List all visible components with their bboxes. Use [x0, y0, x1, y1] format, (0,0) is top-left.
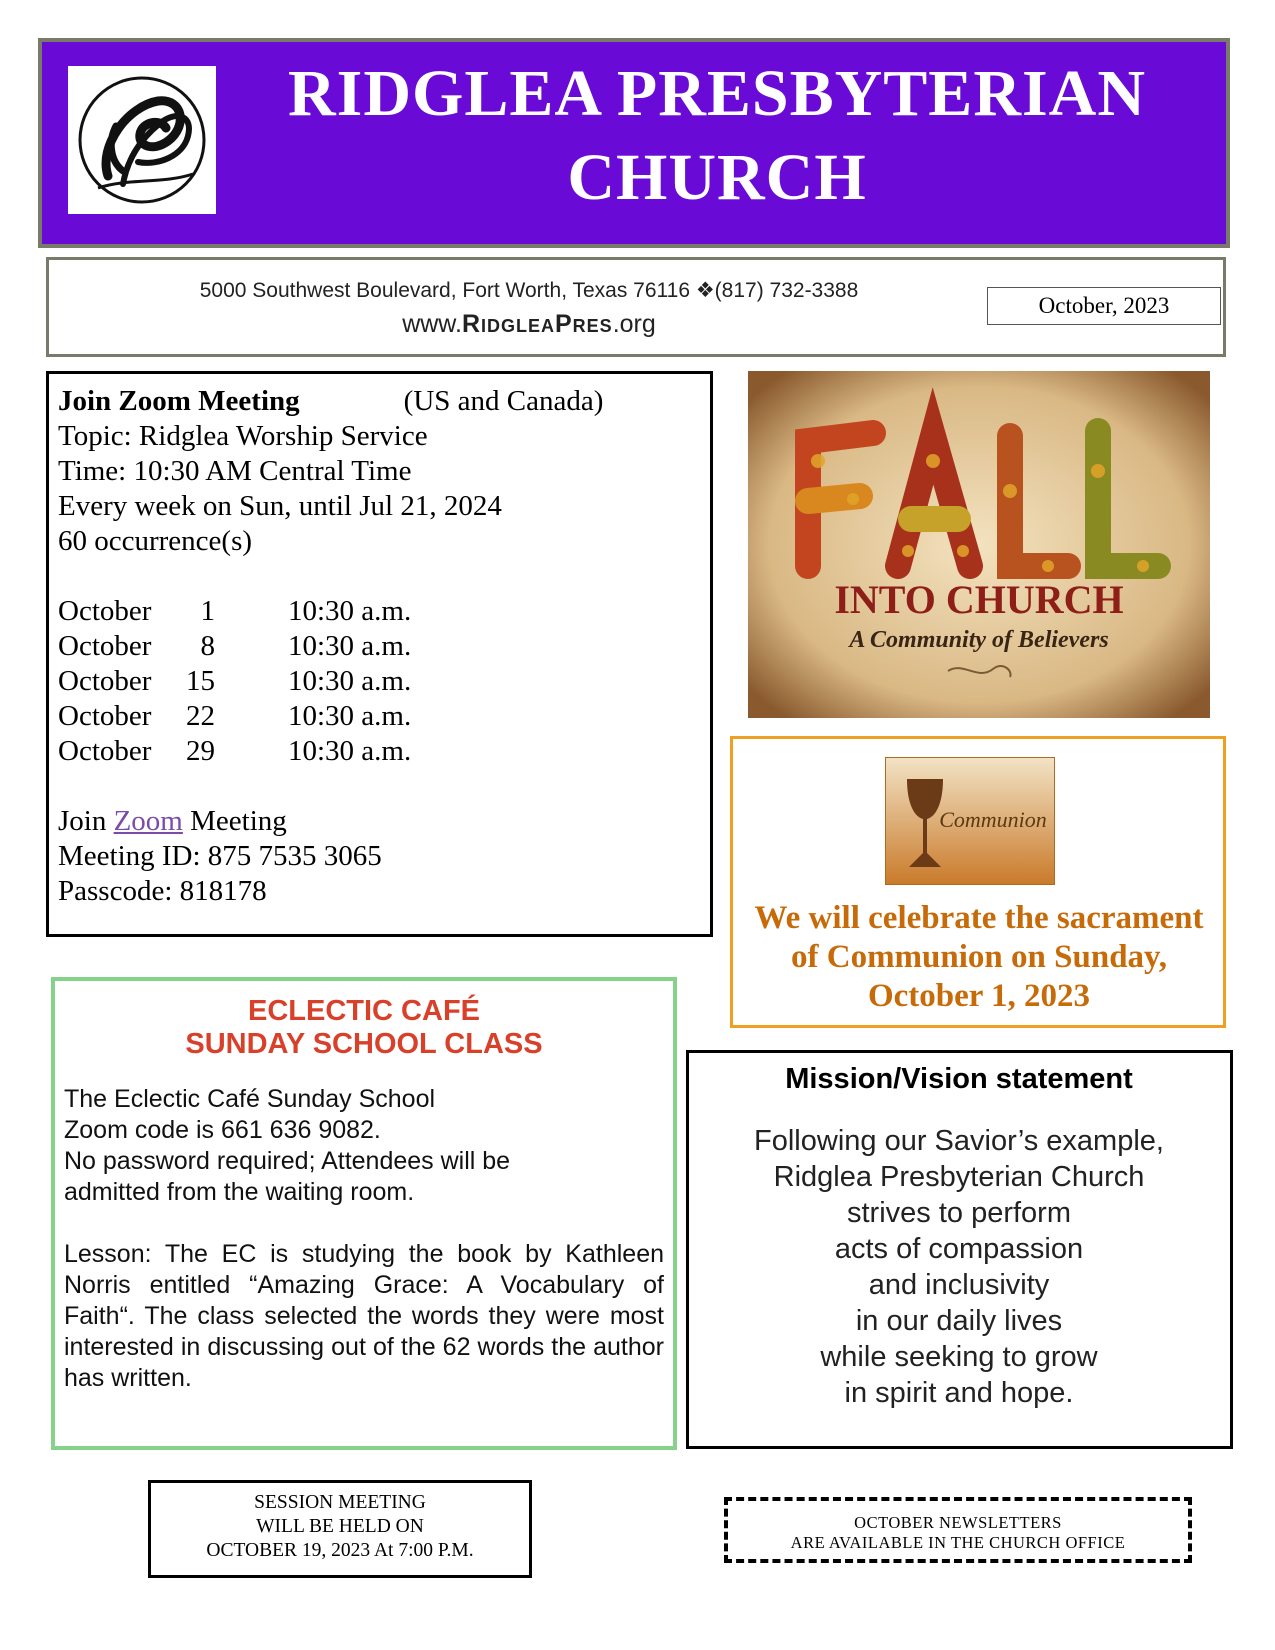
newsletter-date: October, 2023 — [987, 287, 1221, 325]
eclectic-title — [55, 995, 673, 1061]
zoom-region: (US and Canada) — [403, 385, 604, 417]
mission-line: and inclusivity — [868, 1269, 1050, 1301]
mission-line: Ridglea Presbyterian Church — [773, 1161, 1145, 1193]
communion-announcement: We will celebrate the sacrament of Communion on Sunday, October 1, 2023 — [754, 900, 1204, 1014]
join-prefix: Join — [58, 805, 114, 837]
mission-line: in our daily lives — [855, 1305, 1063, 1337]
church-title-line1: RIDGLEA PRESBYTERIAN — [287, 57, 1147, 130]
schedule-day: 22 — [186, 700, 215, 732]
zoom-meeting-box — [46, 371, 713, 937]
zoom-schedule-table — [58, 594, 411, 769]
mission-line: while seeking to grow — [820, 1341, 1098, 1373]
session-line3: OCTOBER 19, 2023 At 7:00 P.M. — [206, 1540, 474, 1561]
newsletters-line1: OCTOBER NEWSLETTERS — [854, 1513, 1062, 1532]
table-row — [58, 734, 411, 769]
communion-image-label: Communion — [939, 807, 1047, 832]
mission-line: Following our Savior’s example, — [754, 1125, 1164, 1157]
website-name: RidgleaPres — [461, 310, 613, 338]
table-row — [58, 664, 411, 699]
schedule-month: October — [58, 630, 152, 662]
zoom-meeting-id: Meeting ID: 875 7535 3065 — [58, 840, 382, 872]
join-suffix: Meeting — [182, 805, 287, 837]
zoom-occurrences: 60 occurrence(s) — [58, 525, 253, 557]
zoom-time: Time: 10:30 AM Central Time — [58, 455, 412, 487]
schedule-day: 1 — [200, 595, 215, 627]
schedule-time: 10:30 a.m. — [288, 595, 412, 627]
church-logo-icon — [68, 66, 216, 214]
newsletters-box — [724, 1497, 1192, 1563]
session-meeting-box — [148, 1480, 532, 1578]
fall-line2: A Community of Believers — [849, 627, 1109, 653]
header-banner — [38, 38, 1230, 248]
eclectic-line4: admitted from the waiting room. — [64, 1178, 415, 1206]
schedule-time: 10:30 a.m. — [288, 665, 412, 697]
table-row — [58, 629, 411, 664]
schedule-month: October — [58, 665, 152, 697]
newsletters-line2: ARE AVAILABLE IN THE CHURCH OFFICE — [790, 1533, 1126, 1552]
eclectic-line3: No password required; Attendees will be — [64, 1147, 511, 1175]
communion-box — [730, 736, 1226, 1028]
eclectic-line1: The Eclectic Café Sunday School — [64, 1085, 436, 1113]
schedule-time: 10:30 a.m. — [288, 700, 412, 732]
schedule-time: 10:30 a.m. — [288, 630, 412, 662]
eclectic-cafe-box — [51, 977, 677, 1450]
mission-statement — [689, 1123, 1229, 1411]
table-row — [58, 699, 411, 734]
session-line2: WILL BE HELD ON — [256, 1516, 424, 1537]
schedule-month: October — [58, 595, 152, 627]
church-title-line2: CHURCH — [567, 141, 867, 214]
schedule-day: 15 — [186, 665, 215, 697]
session-line1: SESSION MEETING — [254, 1492, 426, 1513]
schedule-time: 10:30 a.m. — [288, 735, 412, 767]
website-prefix: www. — [402, 310, 462, 338]
mission-line: acts of compassion — [834, 1233, 1084, 1265]
eclectic-zoom-info — [64, 1084, 664, 1208]
mission-line: strives to perform — [847, 1197, 1071, 1229]
schedule-month: October — [58, 735, 152, 767]
fall-line1: INTO CHURCH — [834, 577, 1124, 622]
zoom-recurrence: Every week on Sun, until Jul 21, 2024 — [58, 490, 502, 522]
table-row — [58, 594, 411, 629]
mission-title: Mission/Vision statement — [785, 1063, 1133, 1095]
eclectic-title-line2: SUNDAY SCHOOL CLASS — [185, 1028, 543, 1060]
fall-into-church-image — [748, 371, 1210, 718]
zoom-link[interactable]: Zoom — [113, 805, 183, 837]
address-bar — [46, 257, 1226, 357]
zoom-heading-row — [58, 384, 710, 419]
eclectic-lesson: Lesson: The EC is studying the book by Kathleen Norris entitled “Amazing Grace: A Vocabulary of Faith“. The class selected the words they were most interested in discussing out of the 62 words the author has written. — [64, 1240, 664, 1392]
mission-line: in spirit and hope. — [844, 1377, 1074, 1409]
eclectic-title-line1: ECLECTIC CAFÉ — [248, 995, 480, 1027]
zoom-heading: Join Zoom Meeting — [58, 385, 300, 417]
website-suffix: .org — [612, 310, 656, 338]
zoom-topic: Topic: Ridglea Worship Service — [58, 420, 428, 452]
zoom-passcode: Passcode: 818178 — [58, 875, 267, 907]
schedule-day: 29 — [186, 735, 215, 767]
schedule-month: October — [58, 700, 152, 732]
church-website[interactable] — [149, 310, 909, 339]
mission-vision-box — [686, 1050, 1233, 1449]
communion-image — [885, 757, 1055, 885]
church-address: 5000 Southwest Boulevard, Fort Worth, Texas 76116 ❖(817) 732-3388 — [199, 279, 859, 302]
zoom-join-row — [58, 804, 710, 839]
eclectic-line2: Zoom code is 661 636 9082. — [64, 1116, 381, 1144]
schedule-day: 8 — [200, 630, 215, 662]
